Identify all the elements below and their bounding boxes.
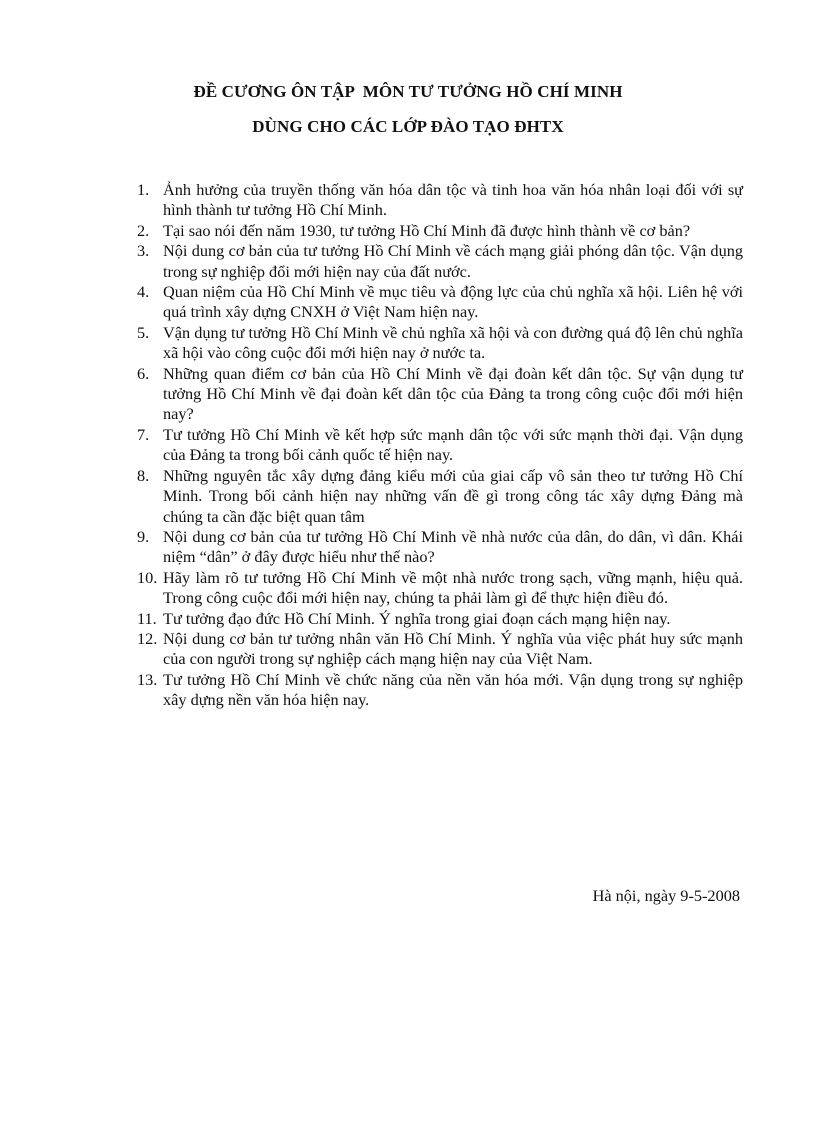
question-item [137, 629, 743, 670]
question-text: Hãy làm rõ tư tưởng Hồ Chí Minh về một nhà nước trong sạch, vững mạnh, hiệu quả. Trong công cuộc đổi mới hiện nay, chúng ta phải làm gì để thực hiện điều đó. [163, 567, 743, 608]
document-title: ĐỀ CƯƠNG ÔN TẬP MÔN TƯ TƯỞNG HỒ CHÍ MINH [193, 82, 623, 101]
question-item [137, 527, 743, 568]
question-number: 8. [137, 465, 150, 485]
question-number: 9. [137, 526, 150, 546]
question-item [137, 425, 743, 466]
question-item [137, 364, 743, 425]
question-number: 10. [137, 567, 158, 587]
question-item [137, 241, 743, 282]
question-item [137, 609, 743, 629]
question-text: Tại sao nói đến năm 1930, tư tưởng Hồ Chí Minh đã được hình thành về cơ bản? [163, 220, 691, 240]
question-text: Những quan điểm cơ bản của Hồ Chí Minh về đại đoàn kết dân tộc. Sự vận dụng tư tưởng Hồ Chí Minh về đại đoàn kết dân tộc của Đảng ta trong công cuộc đổi mới hiện nay? [163, 363, 743, 424]
question-item [137, 466, 743, 527]
question-number: 13. [137, 669, 158, 689]
question-number: 5. [137, 322, 150, 342]
question-text: Quan niệm của Hồ Chí Minh về mục tiêu và động lực của chủ nghĩa xã hội. Liên hệ với quá trình xây dựng CNXH ở Việt Nam hiện nay. [163, 282, 743, 322]
question-text: Tư tưởng Hồ Chí Minh về kết hợp sức mạnh dân tộc với sức mạnh thời đại. Vận dụng của Đảng ta trong bối cảnh quốc tế hiện nay. [163, 424, 743, 465]
question-text: Nội dung cơ bản tư tưởng nhân văn Hồ Chí Minh. Ý nghĩa vủa việc phát huy sức mạnh của con người trong sự nghiệp cách mạng hiện nay của Việt Nam. [163, 628, 743, 669]
question-item [137, 180, 743, 221]
question-text: Ảnh hưởng của truyền thống văn hóa dân tộc và tinh hoa văn hóa nhân loại đối với sự hình thành tư tưởng Hồ Chí Minh. [163, 180, 743, 220]
question-number: 12. [137, 628, 158, 648]
question-number: 4. [137, 282, 150, 302]
question-text: Tư tưởng Hồ Chí Minh về chức năng của nền văn hóa mới. Vận dụng trong sự nghiệp xây dựng nền văn hóa hiện nay. [163, 669, 743, 710]
question-list [137, 180, 743, 711]
question-number: 1. [137, 180, 150, 199]
question-item [137, 282, 743, 323]
question-text: Những nguyên tắc xây dựng đảng kiểu mới của giai cấp vô sản theo tư tưởng Hồ Chí Minh. Trong bối cảnh hiện nay những vấn đề gì trong công tác xây dựng Đảng mà chúng ta cần đặc biệt quan tâm [163, 465, 743, 526]
question-text: Nội dung cơ bản của tư tưởng Hồ Chí Minh về nhà nước của dân, do dân, vì dân. Khái niệm “dân” ở đây được hiểu như thế nào? [163, 526, 743, 567]
question-number: 6. [137, 363, 150, 383]
question-item [137, 323, 743, 364]
question-text: Tư tưởng đạo đức Hồ Chí Minh. Ý nghĩa trong giai đoạn cách mạng hiện nay. [163, 608, 671, 628]
question-number: 7. [137, 424, 150, 444]
question-text: Vận dụng tư tưởng Hồ Chí Minh về chủ nghĩa xã hội và con đường quá độ lên chủ nghĩa xã hội vào công cuộc đổi mới hiện nay ở nước ta. [163, 322, 743, 363]
place-date: Hà nội, ngày 9-5-2008 [592, 886, 740, 905]
question-item [137, 568, 743, 609]
question-item [137, 670, 743, 711]
document-subtitle: DÙNG CHO CÁC LỚP ĐÀO TẠO ĐHTX [252, 117, 564, 136]
question-text: Nội dung cơ bản của tư tưởng Hồ Chí Minh về cách mạng giải phóng dân tộc. Vận dụng trong sự nghiệp đổi mới hiện nay của đất nước. [163, 241, 743, 281]
question-number: 3. [137, 241, 150, 261]
question-item [137, 221, 743, 241]
question-number: 11. [137, 608, 157, 628]
question-number: 2. [137, 220, 150, 240]
